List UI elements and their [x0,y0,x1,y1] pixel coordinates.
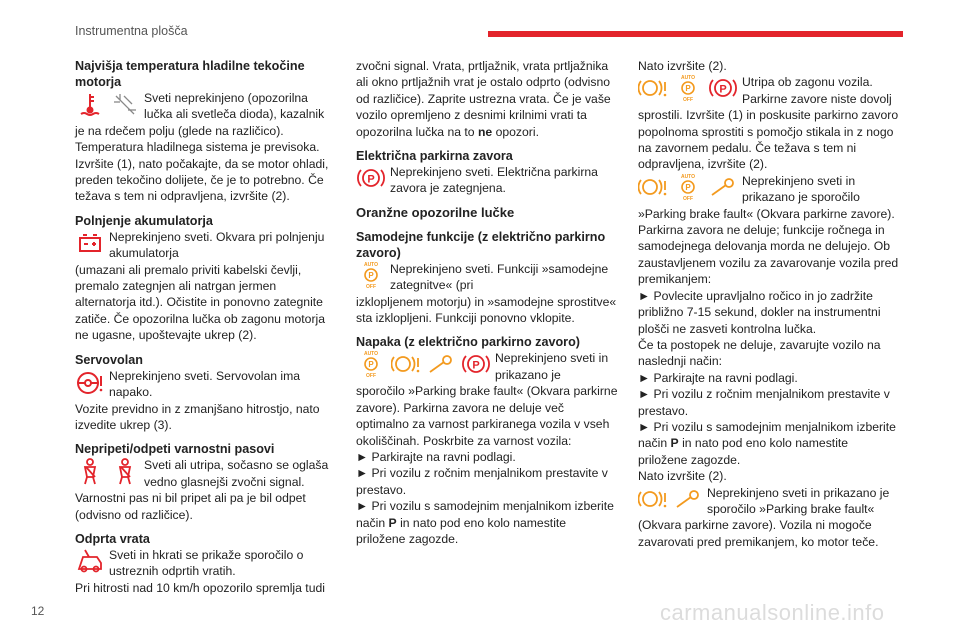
page-header-title: Instrumentna plošča [75,24,188,38]
parking-brake-icon [461,350,491,378]
svg-text:P: P [685,182,691,192]
auto-row [356,261,618,294]
fault-row [356,350,618,383]
battery-side-text: Neprekinjeno sveti. Okvara pri polnjenju akumulatorja [109,229,325,261]
parking-brake-warning-icon [391,350,421,378]
steering-heading: Servovolan [75,352,143,367]
last-row [638,485,900,518]
then-text: Nato izvršite (2). [638,59,727,73]
auto-text: izklopljenem motorju) in »samodejne sprostitve« sta izklopljeni. Funkciji ponovno vklopite. [356,294,617,326]
lit-bullet-4: ► Pri vozilu s samodejnim menjalnikom izberite način P in nato pod eno kolo namestite priložene zagozde. [638,419,896,467]
wrench-icon [708,173,738,201]
watermark: carmanualsonline.info [660,600,885,625]
svg-text:OFF: OFF [683,195,693,201]
led-icon [110,90,140,118]
epb-row [356,164,618,197]
epb-side-text: Neprekinjeno sveti. Električna parkirna zavora je zategnjena. [390,165,598,196]
coolant-side-text: Sveti neprekinjeno (opozorilna lučka ali svetleča dioda), kazalnik [144,91,325,122]
seatbelt-row [75,457,337,490]
auto-off-parking-icon [673,173,703,201]
lit-paragraph-2: Če ta postopek ne deluje, zavarujte vozilo na naslednji način: [638,337,881,369]
wrench-icon [673,485,703,513]
door-open-icon [75,547,105,575]
parking-brake-icon [356,164,386,192]
orange-heading: Oranžne opozorilne lučke [356,204,515,220]
door-row [75,547,337,580]
steering-wheel-icon [75,368,105,396]
seatbelt-icon [75,457,105,485]
svg-text:OFF: OFF [366,373,376,379]
steering-text: Vozite previdno in z zmanjšano hitrostjo, nato izvedite ukrep (3). [75,401,320,432]
battery-heading: Polnjenje akumulatorja [75,213,213,228]
column-3 [638,58,900,550]
door-continued-text: zvočni signal. Vrata, prtljažnik, vrata prtljažnika ali okno prtljažnih vrat je ostalo odprto (odvisno od različice). Zaprite ustrezna vrata. Če je vaše vozilo opremljeno z desnimi krilnimi vrati ta opozorilna lučka na to ne opozori. [356,59,611,139]
parking-brake-warning-icon [638,173,668,201]
seatbelt-text: Varnostni pas ni bil pripet ali pa je bil odpet (odvisno od različice). [75,491,306,522]
svg-text:AUTO: AUTO [680,173,696,180]
svg-text:AUTO: AUTO [363,261,379,268]
column-2 [356,58,618,547]
coolant-heading: Najvišja temperatura hladilne tekočine motorja [75,59,305,89]
door-text: Pri hitrosti nad 10 km/h opozorilo spremlja tudi [75,580,325,595]
svg-text:P: P [719,83,727,96]
wrench-icon [426,350,456,378]
steering-row [75,368,337,401]
lit-bullet-3: ► Pri vozilu z ročnim menjalnikom prestavite v prestavo. [638,387,890,418]
lit-text: »Parking brake fault« (Okvara parkirne zavore). Parkirna zavora ne deluje; funkcije ročnega in samodejnega delovanja morda ne delujejo. Ob zaustavljenem vozilu za zavarovanje vozila pred premikanjem: [638,206,899,287]
door-side-text: Sveti in hkrati se prikaže sporočilo o ustreznih odprtih vratih. [109,547,304,579]
battery-row [75,229,337,262]
blink-row [638,74,900,107]
battery-icon [75,229,105,257]
last-side-text: Neprekinjeno sveti in prikazano je sporočilo »Parking brake fault« [707,485,890,516]
svg-text:OFF: OFF [366,283,376,289]
svg-text:AUTO: AUTO [363,351,379,358]
fault-heading: Napaka (z električno parkirno zavoro) [356,335,580,350]
p-letter: P [367,173,375,186]
parking-brake-warning-icon [638,485,668,513]
svg-text:OFF: OFF [683,97,693,103]
svg-text:P: P [472,359,480,372]
last-text: (Okvara parkirne zavore). Vozila ni mogoče zavarovati pred premikanjem, ko motor teče. [638,518,879,549]
seatbelt-side-text: Sveti ali utripa, sočasno se oglaša vedno glasnejši zvočni signal. [144,458,329,489]
door-heading: Odprta vrata [75,531,150,546]
parking-brake-warning-icon [638,74,668,102]
coolant-row [75,90,337,123]
auto-side-text: Neprekinjeno sveti. Funkciji »samodejne zategnitve« (pri [390,261,609,293]
svg-text:P: P [685,84,691,94]
epb-heading: Električna parkirna zavora [356,149,513,164]
auto-off-parking-icon [356,261,386,289]
svg-text:AUTO: AUTO [680,75,696,82]
svg-text:P: P [368,270,374,280]
fault-text: sporočilo »Parking brake fault« (Okvara parkirne zavore). Parkirna zavora ne deluje več optimalno za varnost parkiranega vozila v vseh okoliščinah. Poskrbite za varnost vozila: [356,384,618,448]
parking-brake-icon [708,74,738,102]
lit-bullet-1: ► Povlecite upravljalno ročico in jo zadržite približno 7-15 sekund, dokler na instrumentni plošči ne zasveti kontrolna lučka. [638,288,881,336]
battery-text: (umazani ali premalo priviti kabelski čevlji, premalo zategnjen ali natrgan jermen alternatorja itd.). Očistite in ponovno zategnite zatiče. Če opozorilna lučka ob zagonu motorja ne ugasne, upoštevajte ukrep (2). [75,262,325,343]
fault-bullet-3: ► Pri vozilu s samodejnim menjalnikom izberite način P in nato pod eno kolo namestite priložene zagozde. [356,499,614,546]
coolant-text: je na rdečem polju (glede na različico). Temperatura hladilnega sistema je previsoka. Izvršite (1), nato počakajte, da se motor ohladi, preden tekočino dolijete, če je to potrebno. Če težava s tem ni odpravljena, izvršite (2). [75,123,329,204]
auto-heading: Samodejne funkcije (z električno parkirno zavoro) [356,229,606,260]
seatbelt-icon [110,457,140,485]
lit-row [638,173,900,206]
lit-side-text: Neprekinjeno sveti in prikazano je sporočilo [742,173,860,205]
fault-bullet-1: ► Parkirajte na ravni podlagi. [356,449,516,464]
column-1 [75,58,337,596]
door-emphasis: ne [477,124,493,139]
blink-text: sprostili. Izvršite (1) in poskusite parkirno zavoro popolnoma sprostiti s pomočjo stikala in z nogo na zavornem pedalu. Če težava s tem ni odpravljena, izvršite (2). [638,108,899,172]
blink-side-text: Utripa ob zagonu vozila. Parkirne zavore niste dovolj [742,75,892,106]
fault-bullet-2: ► Pri vozilu z ročnim menjalnikom prestavite v prestavo. [356,466,608,497]
svg-text:P: P [368,360,374,370]
auto-off-parking-icon [356,350,386,378]
then-text-2: Nato izvršite (2). [638,469,727,484]
coolant-temperature-icon [75,90,105,118]
page-number: 12 [31,604,45,618]
steering-side-text: Neprekinjeno sveti. Servovolan ima napako. [109,368,301,400]
fault-side-text: Neprekinjeno sveti in prikazano je [495,351,609,382]
seatbelt-heading: Nepripeti/odpeti varnostni pasovi [75,442,275,457]
lit-bullet-2: ► Parkirajte na ravni podlagi. [638,370,798,385]
auto-off-parking-icon [673,74,703,102]
header-accent-bar [488,31,903,37]
